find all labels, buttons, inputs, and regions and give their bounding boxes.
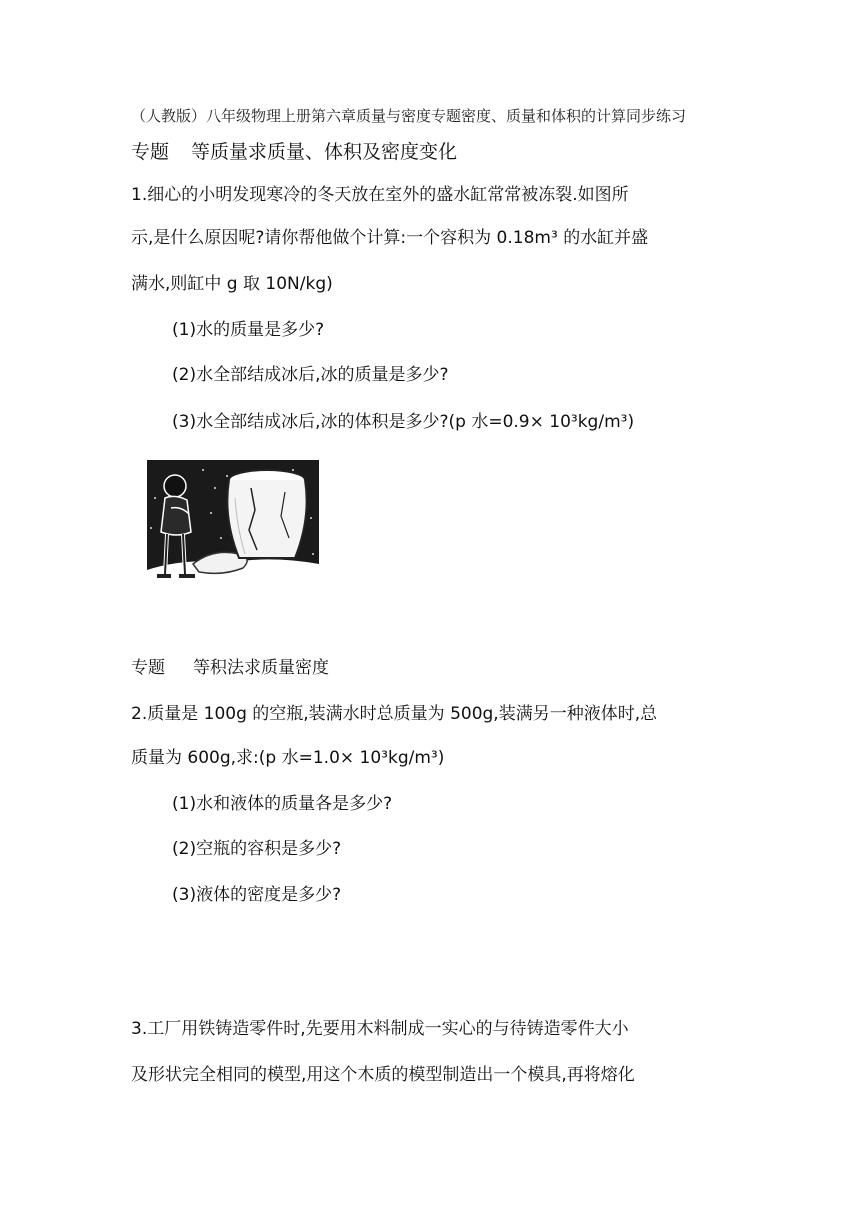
question-3-line-2: 及形状完全相同的模型,用这个木质的模型制造出一个模具,再将熔化 <box>131 1065 635 1085</box>
question-2-sub-3: (3)液体的密度是多少? <box>172 885 342 905</box>
question-1-line-1: 1.细心的小明发现寒冷的冬天放在室外的盛水缸常常被冻裂.如图所 <box>131 185 629 205</box>
section-title: 等积法求质量密度 <box>193 658 329 678</box>
document-header: （人教版）八年级物理上册第六章质量与密度专题密度、质量和体积的计算同步练习 <box>131 107 687 125</box>
question-2-sub-2: (2)空瓶的容积是多少? <box>172 839 342 859</box>
section-heading-2 <box>131 656 329 680</box>
question-3-line-1: 3.工厂用铁铸造零件时,先要用木料制成一实心的与待铸造零件大小 <box>131 1019 629 1039</box>
question-2-line-2: 质量为 600g,求:(p 水=1.0× 10³kg/m³) <box>131 748 445 768</box>
question-2-sub-1: (1)水和液体的质量各是多少? <box>172 794 393 814</box>
question-1-sub-1: (1)水的质量是多少? <box>172 320 325 340</box>
question-2-line-1: 2.质量是 100g 的空瓶,装满水时总质量为 500g,装满另一种液体时,总 <box>131 704 658 724</box>
question-1-sub-2: (2)水全部结成冰后,冰的质量是多少? <box>172 365 449 385</box>
section-label: 专题 <box>131 141 170 163</box>
section-label: 专题 <box>131 658 165 678</box>
section-heading-1 <box>131 139 457 165</box>
question-1-line-2: 示,是什么原因呢?请你帮他做个计算:一个容积为 0.18m³ 的水缸并盛 <box>131 228 649 248</box>
question-1-line-3: 满水,则缸中 g 取 10N/kg) <box>131 274 333 294</box>
section-title: 等质量求质量、体积及密度变化 <box>191 141 458 163</box>
frozen-water-vat-illustration <box>143 458 319 590</box>
question-1-sub-3: (3)水全部结成冰后,冰的体积是多少?(p 水=0.9× 10³kg/m³) <box>172 412 635 432</box>
